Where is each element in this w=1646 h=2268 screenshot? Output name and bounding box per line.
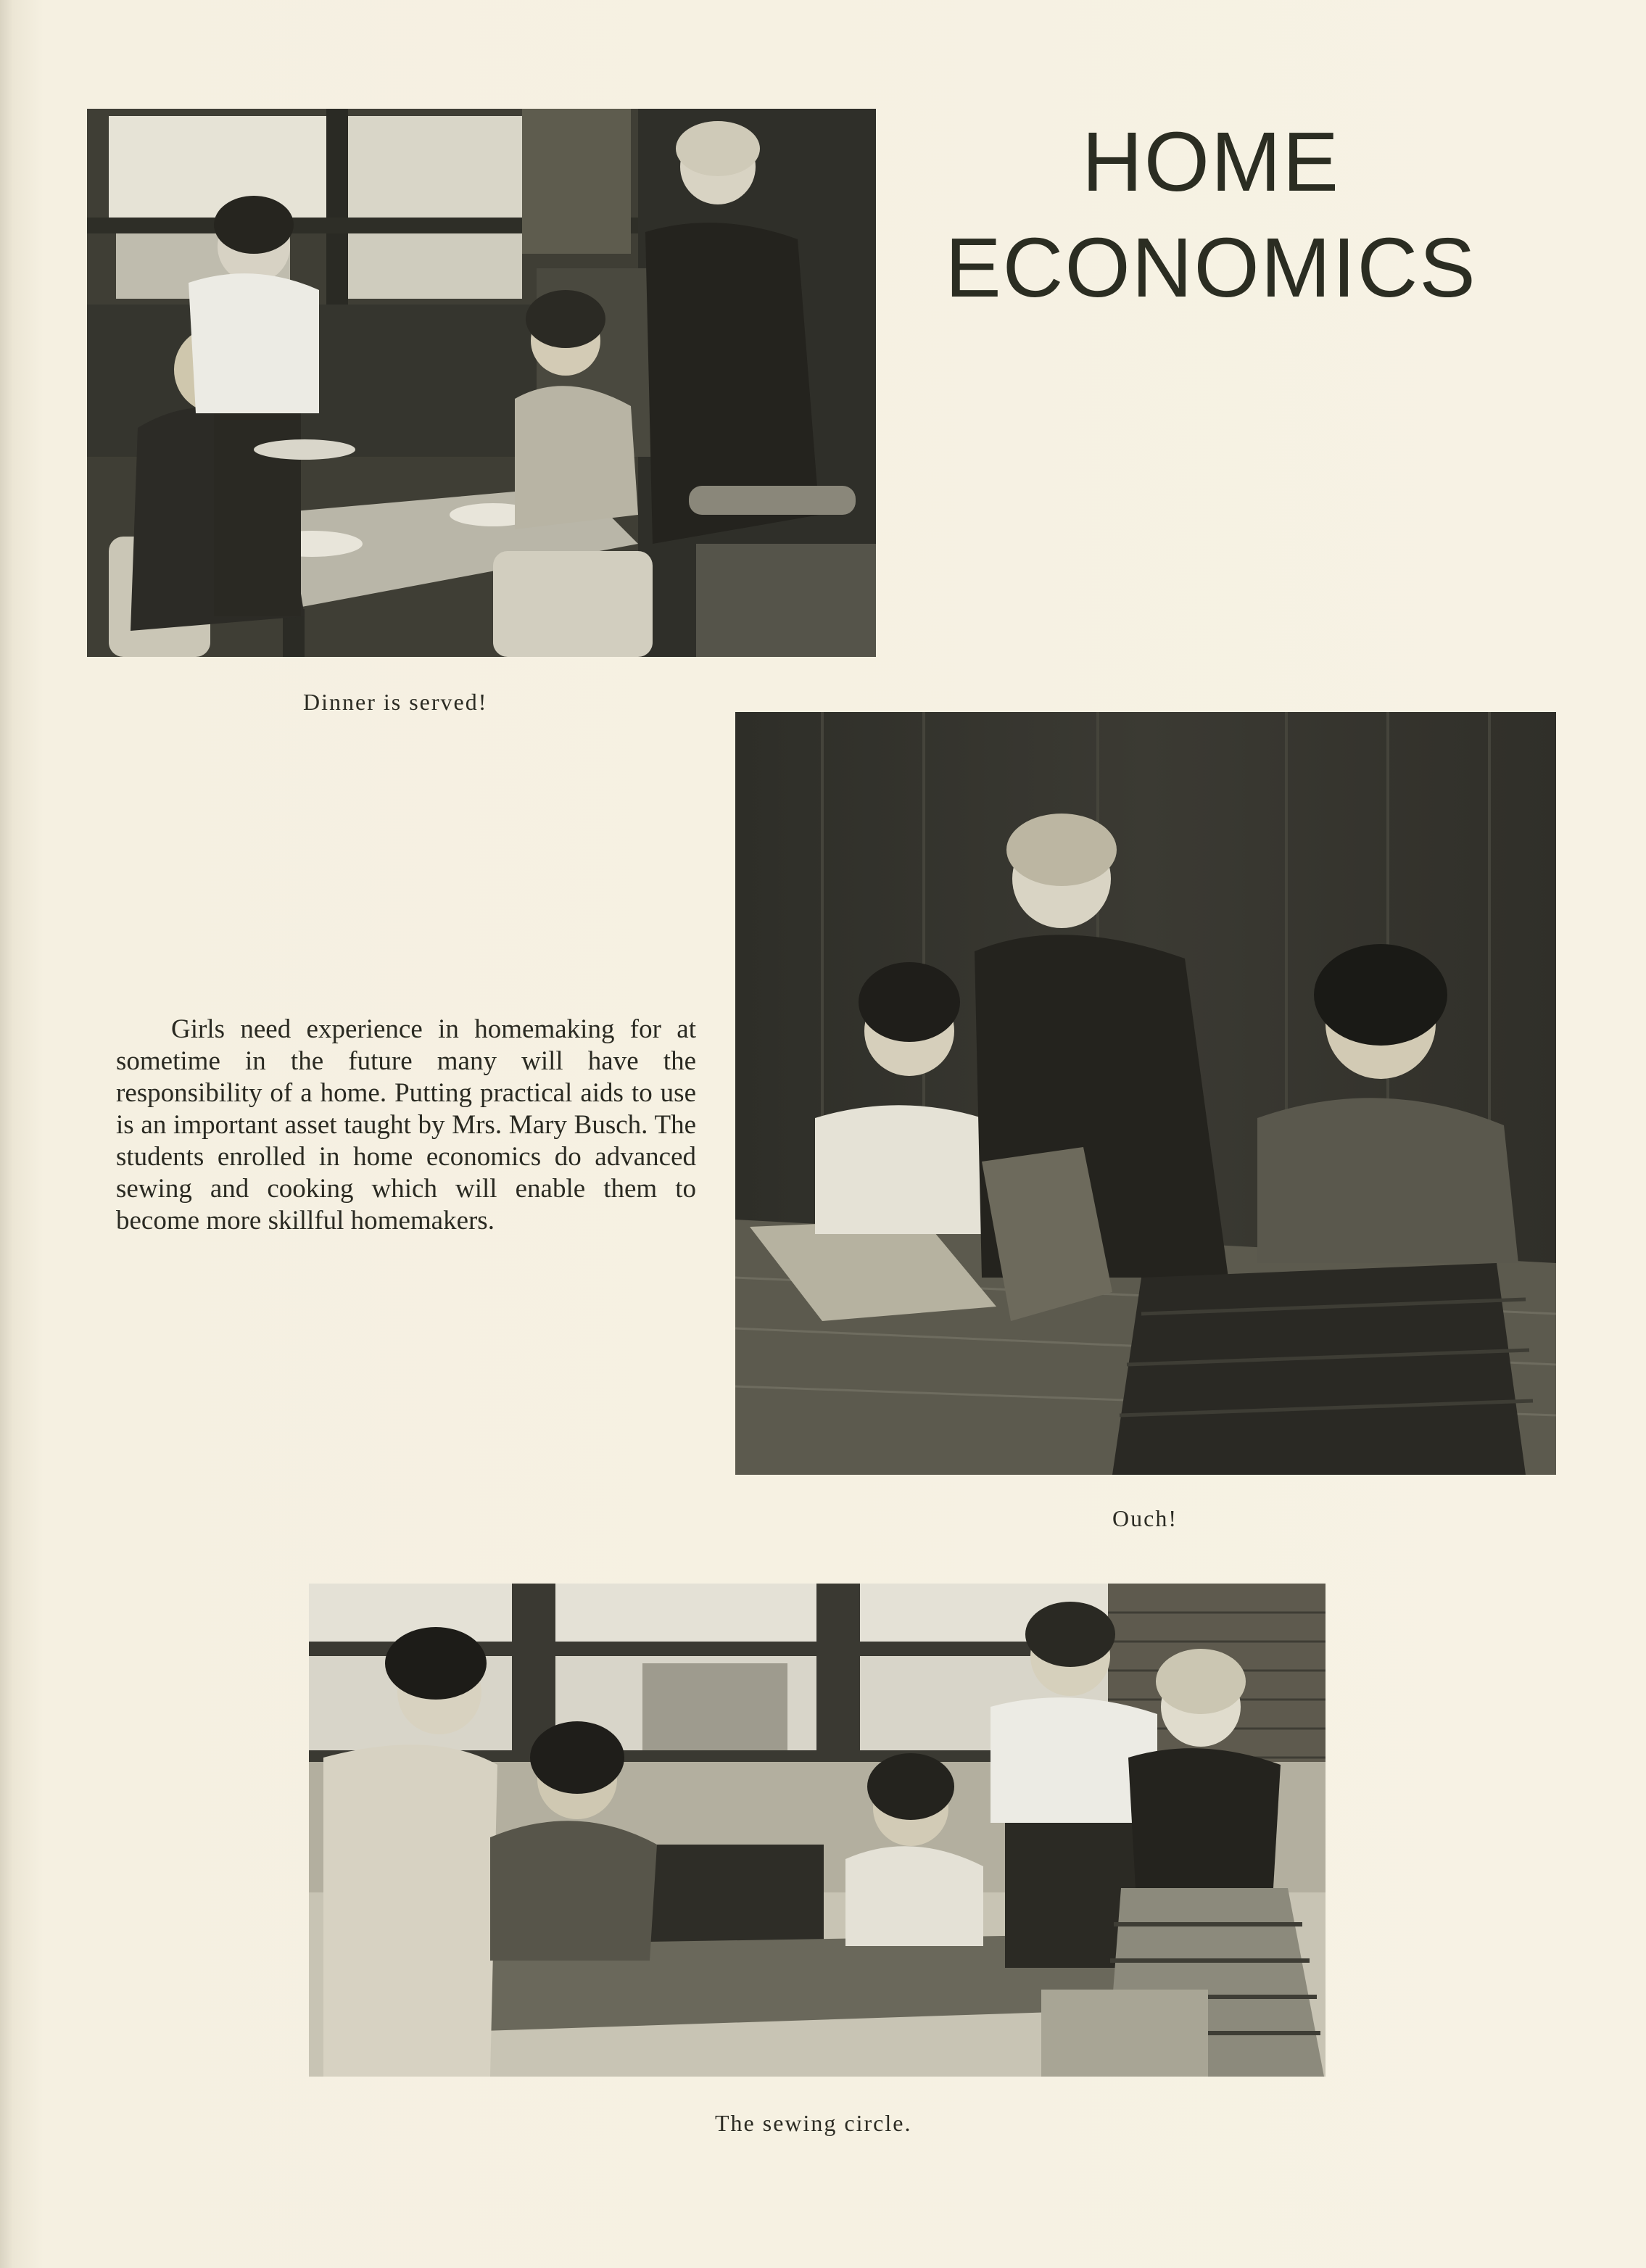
body-paragraph: Girls need experience in homemaking for at sometime in the future many will have the responsibility of a home. Putting practical aids to use is an important asset taught by Mrs. Mary Busch. The students enrolled in home economics do advanced sewing and cooking which will enable them to become more skillful homemakers. bbox=[116, 1014, 696, 1236]
title-line-2: ECONOMICS bbox=[945, 220, 1477, 315]
sewing-lesson-photo bbox=[735, 712, 1556, 1475]
dinner-photo bbox=[87, 109, 876, 657]
sewing-circle-caption: The sewing circle. bbox=[715, 2110, 912, 2136]
sewing-circle-photo bbox=[309, 1584, 1326, 2077]
title-line-1: HOME bbox=[1082, 115, 1340, 209]
ouch-caption: Ouch! bbox=[1112, 1505, 1178, 1531]
page-title bbox=[899, 109, 1523, 320]
dinner-caption: Dinner is served! bbox=[303, 689, 488, 715]
